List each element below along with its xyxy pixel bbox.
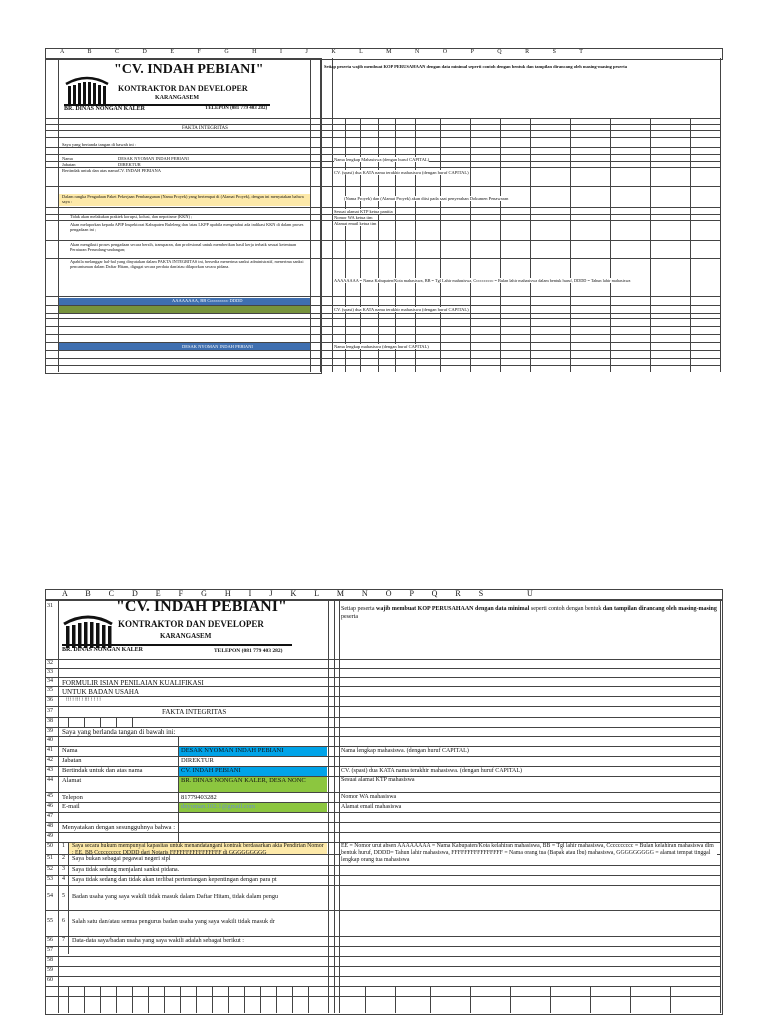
bottom-num-5: 5 bbox=[62, 893, 65, 899]
bottom-row-39: 39 bbox=[47, 728, 53, 734]
bottom-row-48: 48 bbox=[47, 823, 53, 829]
bottom-row-51: 51 bbox=[47, 855, 53, 861]
bottom-row-50: 50 bbox=[47, 843, 53, 849]
bottom-r54: Badan usaha yang saya wakili tidak masuk dalam Daftar Hitam, tidak dalam pengu bbox=[72, 893, 279, 900]
bottom-right-wa: Nomor WA mahasiswa bbox=[341, 794, 397, 800]
bottom-company-name: "CV. INDAH PEBIANI" bbox=[116, 598, 287, 615]
bottom-phone: TELEPON (081 779 403 282) bbox=[214, 648, 283, 654]
top-r17: Akan mengikuti proses pengadaan secara bersih, transparan, dan profesional untuk memberikan hasil kerja terbaik sesuai ketentuan Peraturan Perundang-undangan; bbox=[70, 242, 297, 252]
bottom-jabatan-value: DIREKTUR bbox=[181, 757, 214, 764]
bottom-num-6: 6 bbox=[62, 918, 65, 924]
top-bertindak-value: CV. INDAH PEBIANA bbox=[118, 168, 162, 173]
top-right-email: Alamat email ketua tim bbox=[334, 221, 377, 226]
bottom-num-7: 7 bbox=[62, 937, 65, 943]
bottom-telepon-value: 81779403282 bbox=[181, 794, 217, 801]
bottom-row-37: 37 bbox=[47, 708, 53, 714]
top-address: BR. DINAS NONGAN KALER bbox=[64, 106, 146, 112]
top-intro: Saya yang bertanda tangan di bawah ini : bbox=[62, 142, 137, 147]
bottom-row-56: 56 bbox=[47, 937, 53, 943]
top-fakta-title: FAKTA INTEGRITAS bbox=[182, 126, 228, 131]
bottom-row-42: 42 bbox=[47, 757, 53, 763]
bottom-note: Setiap peserta wajib membuat KOP PERUSAHAAN dengan data minimal seperti contoh dengan bentuk dan tampilan dirancang oleh masing-masing peserta bbox=[341, 606, 717, 620]
top-right-nama: Nama lengkap Mahasiswa (dengan huruf CAPITAL) bbox=[334, 157, 430, 162]
top-nama-label: Nama bbox=[62, 156, 73, 161]
top-right-cv: CV. (spasi) dua KATA nama terakhir mahasiswa (dengan huruf CAPITAL) bbox=[334, 170, 469, 175]
top-r15: Tidak akan melakukan praktek korupsi, kolusi, dan nepotisme (KKN) ; bbox=[70, 214, 193, 219]
bottom-row-57: 57 bbox=[47, 947, 53, 953]
bottom-right-ee: EE = Nomor urut absen AAAAAAAA = Nama Kabupaten/Kota kelahiran mahasiswa, BB = Tgl lahir mahasiswa, Cccccccccc = Bulan kelahiran mahasiswa dlm bentuk huruf, DDDD= Tahun lahir mahasiswa, FFFFFFFFFFFFFFFF = Nama orang tua (Bapak atau Ibu) mahasiswa, GGGGGGGGG = alamat tempat tinggal lengkap orang tua mahasiswa bbox=[341, 843, 717, 864]
bottom-intro: Saya yang berlanda tangan di bawah ini: bbox=[62, 728, 176, 736]
bottom-num-3: 3 bbox=[62, 866, 65, 872]
bottom-row-47: 47 bbox=[47, 813, 53, 819]
top-right-wa: Nomor WA ketua tim bbox=[334, 215, 373, 220]
bottom-email-value: dnyoman.102.1@gmail.com bbox=[181, 803, 256, 810]
top-city: KARANGASEM bbox=[155, 95, 200, 101]
bottom-row-43: 43 bbox=[47, 767, 53, 773]
top-right-nama2: Nama lengkap mahasiswa (dengan huruf CAPITAL) bbox=[334, 344, 429, 349]
top-kontraktor: KONTRAKTOR DAN DEVELOPER bbox=[118, 84, 248, 93]
top-nama-value: DESAK NYOMAN INDAH PEBIANI bbox=[118, 156, 189, 161]
bottom-jabatan-label: Jabatan bbox=[62, 757, 82, 764]
bottom-row-54: 54 bbox=[47, 893, 53, 899]
bottom-right-ktp: Sesuai alamat KTP mahasiswa bbox=[341, 777, 415, 783]
bottom-kontraktor: KONTRAKTOR DAN DEVELOPER bbox=[118, 619, 264, 629]
top-r18: Apabila melanggar hal-hal yang dinyatakan dalam PAKTA INTEGRITAS ini, bersedia menerima sanksi administratif, menerima sanksi pencantuman dalam Daftar Hitam, digugat secara perdata dan/atau dilaporkan secara pidana. bbox=[70, 259, 304, 269]
bottom-row-55: 55 bbox=[47, 918, 53, 924]
top-sign-code: AAAAAAAA, BB Cccccccccc DDDD bbox=[172, 298, 243, 303]
top-sign-green bbox=[59, 305, 310, 313]
bottom-r56: Data-data saya/badan usaha yang saya wakili adalah sebagai berikut : bbox=[72, 937, 244, 944]
bottom-row-59: 59 bbox=[47, 967, 53, 973]
bottom-num-2: 2 bbox=[62, 855, 65, 861]
bottom-right-cv: CV. (spasi) dua KATA nama terakhir mahasiswa. (dengan huruf CAPITAL) bbox=[341, 768, 523, 774]
top-r16: Akan melaporkan kepada APIP Inspektorat Kabupaten Buleleng dan /atau LKPP apabila mengetahui ada indikasi KKN di dalam proses pengadaan ini ; bbox=[70, 222, 304, 232]
bottom-bertindak-value: CV. INDAH PEBIANI bbox=[181, 767, 241, 774]
bottom-r52: Saya tidak sedang menjalani sanksi pidana. bbox=[72, 866, 180, 873]
bottom-row-34: 34 bbox=[47, 678, 53, 684]
top-jabatan-value: DIREKTUR bbox=[118, 162, 141, 167]
bottom-row-38: 38 bbox=[47, 718, 53, 724]
bottom-row-33: 33 bbox=[47, 669, 53, 675]
bottom-row-31: 31 bbox=[47, 603, 53, 609]
bottom-city: KARANGASEM bbox=[160, 632, 212, 640]
bottom-row-53: 53 bbox=[47, 876, 53, 882]
bottom-col-u: U bbox=[527, 589, 533, 598]
bottom-r55: Salah satu dan/atau semua pengurus badan usaha yang saya wakili tidak masuk dr bbox=[72, 918, 275, 925]
bottom-r53: Saya tidak sedang dan tidak akan terlibat pertentangan kepentingan dengan para pt bbox=[72, 876, 277, 883]
bottom-telepon-label: Telepon bbox=[62, 794, 83, 801]
bottom-row-60: 60 bbox=[47, 977, 53, 983]
top-right-aaaa: AAAAAAAA = Nama Kabupaten/Kota mahasiswa, BB = Tgl Lahir mahasiswa, Cccccccccc = Bulan lahir mahasiswa dalam bentuk huruf, DDDD = Tahun lahir mahasiswa bbox=[334, 278, 631, 283]
top-bertindak-label: Bertindak untuk dan atas nama bbox=[62, 168, 118, 173]
top-right-cv2: CV. (spasi) dua KATA nama terakhir mahasiswa (dengan huruf CAPITAL) bbox=[334, 307, 469, 312]
bottom-r51: Saya bukan sebagai pegawai negeri sipl bbox=[72, 855, 171, 862]
bottom-building-logo bbox=[62, 612, 114, 648]
bottom-r36: !!! ! !!! ! !!! ! ! ! ! bbox=[66, 698, 101, 703]
bottom-row-40: 40 bbox=[47, 737, 53, 743]
bottom-row-36: 36 bbox=[47, 697, 53, 703]
top-column-letters: A B C D E F G H I J K L M N O P Q R S T bbox=[60, 49, 594, 55]
bottom-nama-label: Nama bbox=[62, 747, 78, 754]
bottom-right-email: Alamat email mahasiswa bbox=[341, 804, 402, 810]
bottom-fakta-title: FAKTA INTEGRITAS bbox=[162, 708, 227, 716]
bottom-row-44: 44 bbox=[47, 777, 53, 783]
bottom-row-41: 41 bbox=[47, 747, 53, 753]
top-building-logo bbox=[64, 74, 110, 104]
bottom-row-58: 58 bbox=[47, 957, 53, 963]
bottom-nama-value: DESAK NYOMAN INDAH PEBIANI bbox=[181, 747, 284, 754]
bottom-row-35: 35 bbox=[47, 687, 53, 693]
bottom-num-4: 4 bbox=[62, 876, 65, 882]
top-company-name: "CV. INDAH PEBIANI" bbox=[114, 62, 264, 77]
bottom-r50: Saya secara hukum mempunyai kapasitas untuk menandatangani kontrak berdasarkan akta Pendirian Nomor : EE, BB Cccccccccc DDDD dari Notaris FFFFFFFFFFFFFFFF di GGGGGGGGG bbox=[72, 843, 324, 856]
bottom-row-46: 46 bbox=[47, 803, 53, 809]
top-r13-text: Dalam rangka Pengadaan Paket Pekerjaan Pembangunan (Nama Proyek) yang bertempat di (Alamat Proyek), dengan ini menyatakan bahwa saya : bbox=[62, 194, 304, 204]
top-jabatan-label: Jabatan bbox=[62, 162, 76, 167]
bottom-row-32: 32 bbox=[47, 660, 53, 666]
bottom-num-1: 1 bbox=[62, 843, 65, 849]
top-right-proyek: (Nama Proyek) dan (Alamat Proyek) akan diisi pada saat penyerahan Dokumen Penawaran bbox=[344, 196, 509, 201]
top-sign-name: DESAK NYOMAN INDAH PEBIANI bbox=[182, 344, 253, 349]
bottom-right-nama: Nama lengkap mahasiswa. (dengan huruf CAPITAL) bbox=[341, 748, 469, 754]
top-phone: TELEPON (081 779 403 282) bbox=[205, 106, 268, 111]
bottom-row-52: 52 bbox=[47, 866, 53, 872]
bottom-address: BR. DINAS NONGAN KALER bbox=[62, 647, 144, 653]
bottom-formulir: FORMULIR ISIAN PENILAIAN KUALIFIKASI bbox=[62, 679, 204, 687]
bottom-row-45: 45 bbox=[47, 793, 53, 799]
bottom-menyatakan: Menyatakan dengan sesungguhnya bahwa : bbox=[62, 824, 175, 831]
bottom-untuk: UNTUK BADAN USAHA bbox=[62, 688, 139, 696]
top-note: Setiap peserta wajib membuat KOP PERUSAHAAN dengan data minimal seperti contoh dengan bentuk dan tampilan dirancang oleh masing-masing peserta bbox=[324, 64, 628, 69]
bottom-row-49: 49 bbox=[47, 833, 53, 839]
bottom-email-label: E-mail bbox=[62, 803, 80, 810]
top-right-ktp: Sesuai alamat KTP ketua panitia bbox=[334, 209, 393, 214]
bottom-column-letters: A B C D E F G H I J K L M N O P Q R S bbox=[62, 589, 492, 598]
bottom-alamat-label: Alamat bbox=[62, 777, 82, 784]
bottom-alamat-value: BR. DINAS NONGAN KALER, DESA NONC bbox=[181, 777, 306, 784]
bottom-bertindak-label: Bertindak untuk dan atas nama bbox=[62, 767, 143, 774]
